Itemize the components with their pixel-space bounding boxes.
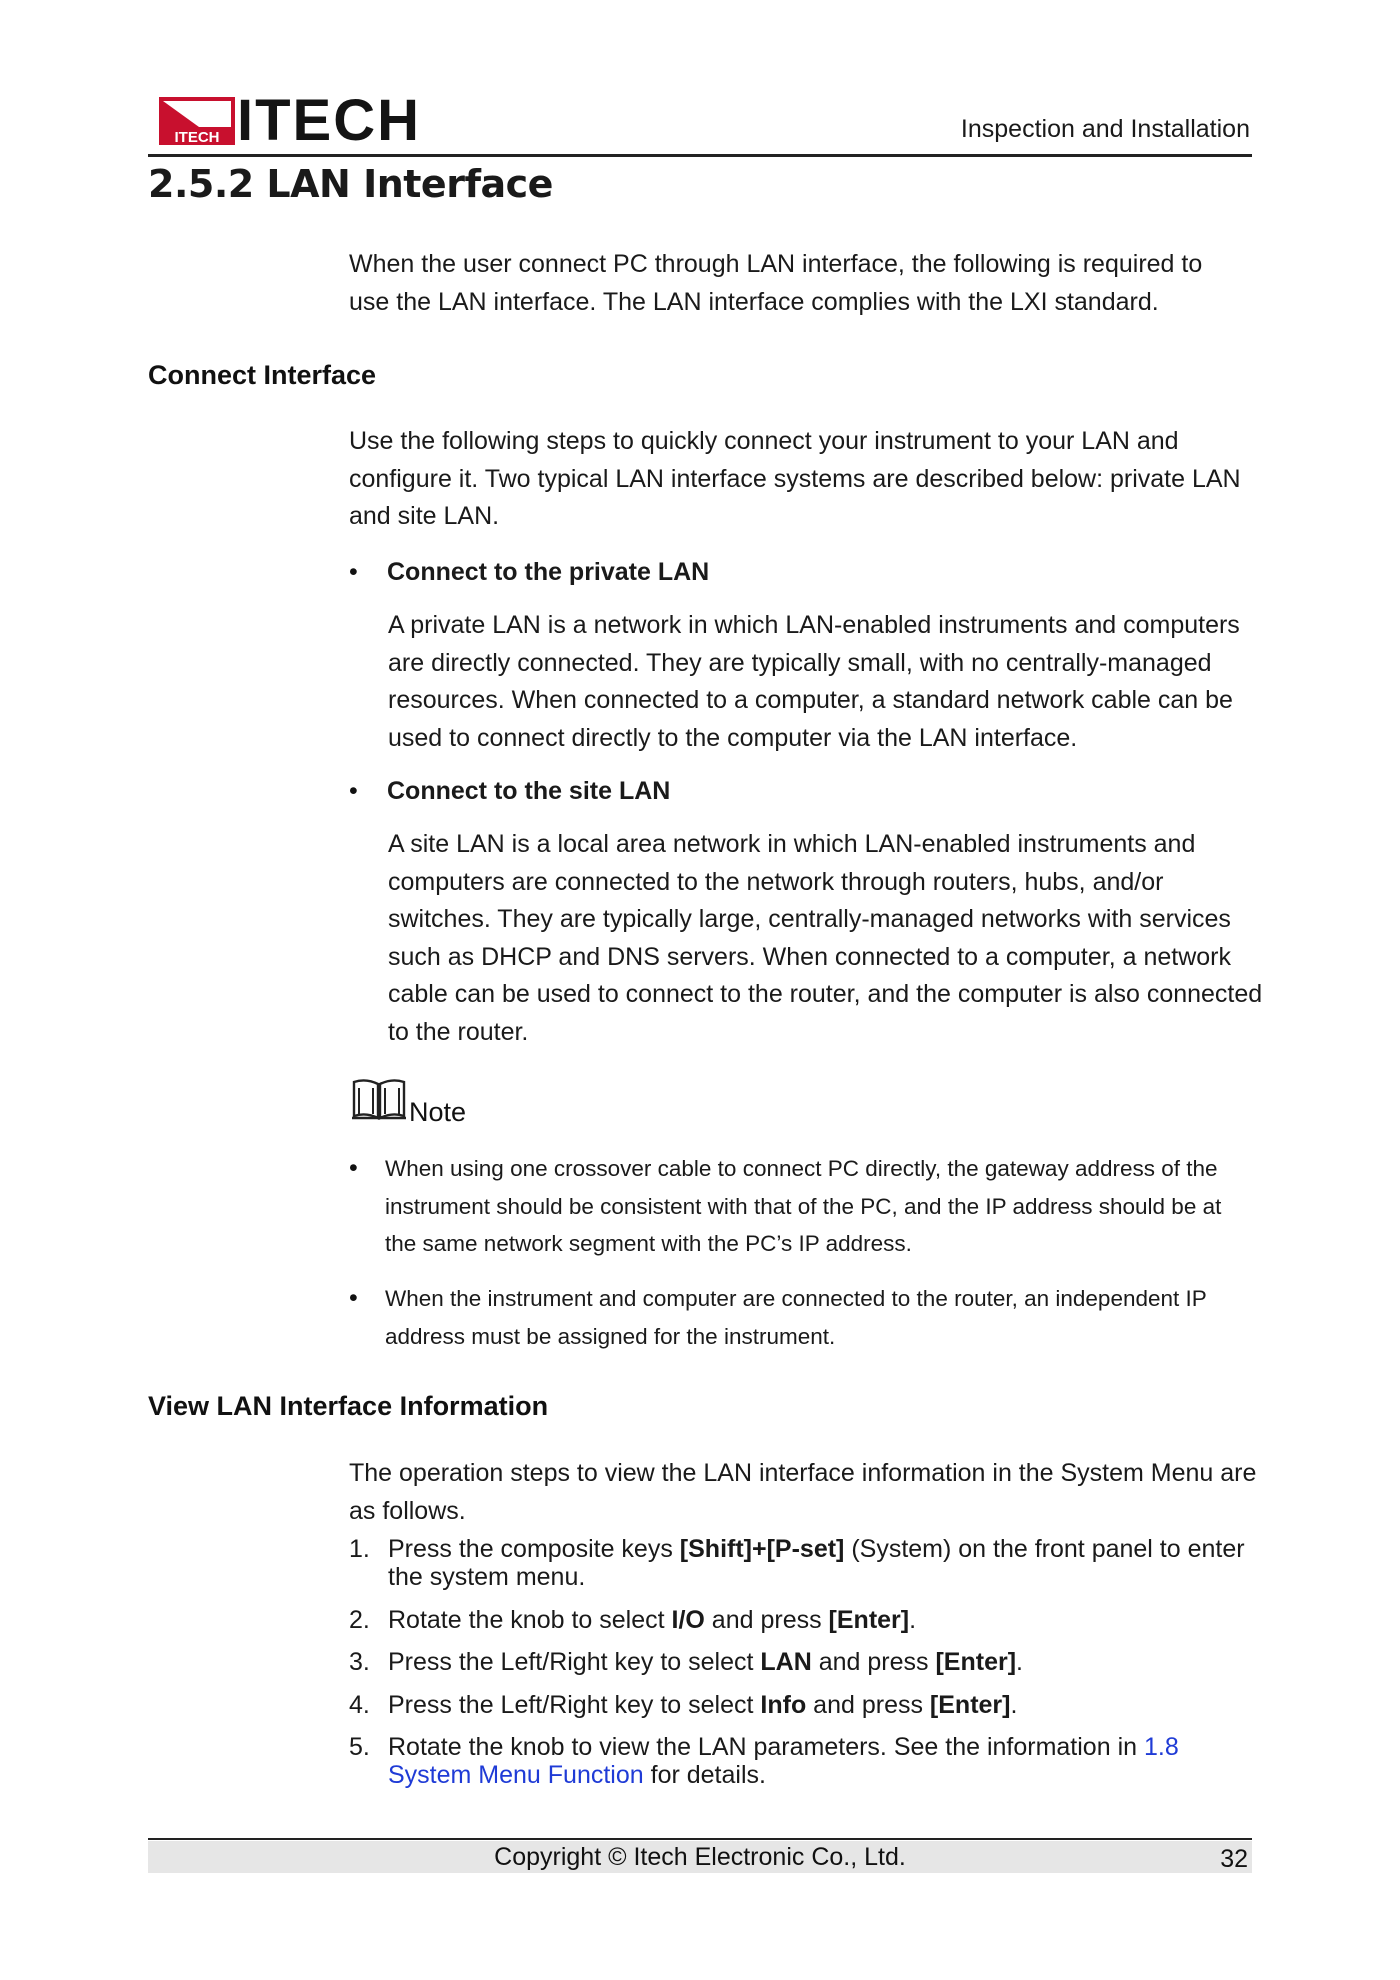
step-number: 4. [349, 1690, 370, 1719]
logo-mark-icon [159, 97, 235, 145]
bullet-icon: • [349, 558, 358, 586]
bullet-icon: • [349, 1284, 358, 1312]
step-number: 5. [349, 1733, 370, 1761]
note-item [349, 1280, 1235, 1355]
logo-mark-text: ITECH [174, 129, 220, 145]
system-menu-function-link[interactable]: 1.8 System Menu Function [388, 1733, 1179, 1789]
note-item-text: When the instrument and computer are connected to the router, an independent IP address must be assigned for the instrument. [385, 1286, 1207, 1349]
note-callout [351, 1078, 466, 1127]
step-item [349, 1535, 1259, 1591]
list-item-title: Connect to the site LAN [387, 777, 671, 805]
footer-rule [148, 1838, 1252, 1840]
note-item-text: When using one crossover cable to connect PC directly, the gateway address of the instrument should be consistent with that of the PC, and the IP address should be at the same network segment with the PC’s IP address. [385, 1156, 1222, 1256]
view-info-heading: View LAN Interface Information [148, 1391, 549, 1421]
step-text: Rotate the knob to view the LAN parameters. See the information in 1.8 System Menu Function for details. [388, 1733, 1179, 1789]
step-text: Rotate the knob to select I/O and press [Enter]. [388, 1605, 917, 1634]
steps-list [349, 1535, 1259, 1804]
step-text: Press the Left/Right key to select Info and press [Enter]. [388, 1690, 1018, 1719]
logo-wordmark: ITECH [237, 88, 421, 153]
book-icon [351, 1078, 407, 1127]
footer-copyright: Copyright © Itech Electronic Co., Ltd. [494, 1843, 906, 1871]
intro-paragraph: When the user connect PC through LAN interface, the following is required to use the LAN interface. The LAN interface complies with the LXI standard. [349, 250, 1203, 316]
list-item-text: A site LAN is a local area network in which LAN-enabled instruments and computers are connected to the network through routers, hubs, and/or switches. They are typically large, centrally-managed networks with services such as DHCP and DNS servers. When connected to a computer, a network cable can be used to connect to the router, and the computer is also connected to the router. [388, 830, 1263, 1046]
note-item [349, 1150, 1235, 1263]
step-text: Press the composite keys [Shift]+[P-set] (System) on the front panel to enter the system menu. [388, 1535, 1245, 1591]
step-item [349, 1691, 1259, 1719]
step-item [349, 1606, 1259, 1634]
bullet-icon: • [349, 1154, 358, 1182]
list-item-title: Connect to the private LAN [387, 558, 710, 586]
header-rule [148, 154, 1252, 157]
connect-interface-intro: Use the following steps to quickly connect your instrument to your LAN and configure it. Two typical LAN interface systems are described below: private LAN and site LAN. [349, 427, 1241, 530]
step-item [349, 1648, 1259, 1676]
list-item-text: A private LAN is a network in which LAN-enabled instruments and computers are directly connected. They are typically small, with no centrally-managed resources. When connected to a computer, a standard network cable can be used to connect directly to the computer via the LAN interface. [388, 611, 1240, 752]
brand-logo [159, 88, 421, 153]
page-number: 32 [1220, 1845, 1248, 1873]
view-info-intro: The operation steps to view the LAN interface information in the System Menu are as follows. [349, 1459, 1257, 1525]
note-label: Note [409, 1097, 467, 1127]
step-number: 1. [349, 1535, 370, 1563]
list-item [349, 557, 709, 587]
running-header: Inspection and Installation [960, 115, 1250, 143]
page-title: 2.5.2 LAN Interface [148, 162, 553, 206]
bullet-icon: • [349, 777, 358, 805]
step-text: Press the Left/Right key to select LAN and press [Enter]. [388, 1648, 1023, 1676]
step-item [349, 1733, 1259, 1789]
connect-interface-heading: Connect Interface [148, 360, 377, 390]
step-number: 2. [349, 1605, 370, 1634]
step-number: 3. [349, 1648, 370, 1676]
list-item [349, 776, 670, 806]
